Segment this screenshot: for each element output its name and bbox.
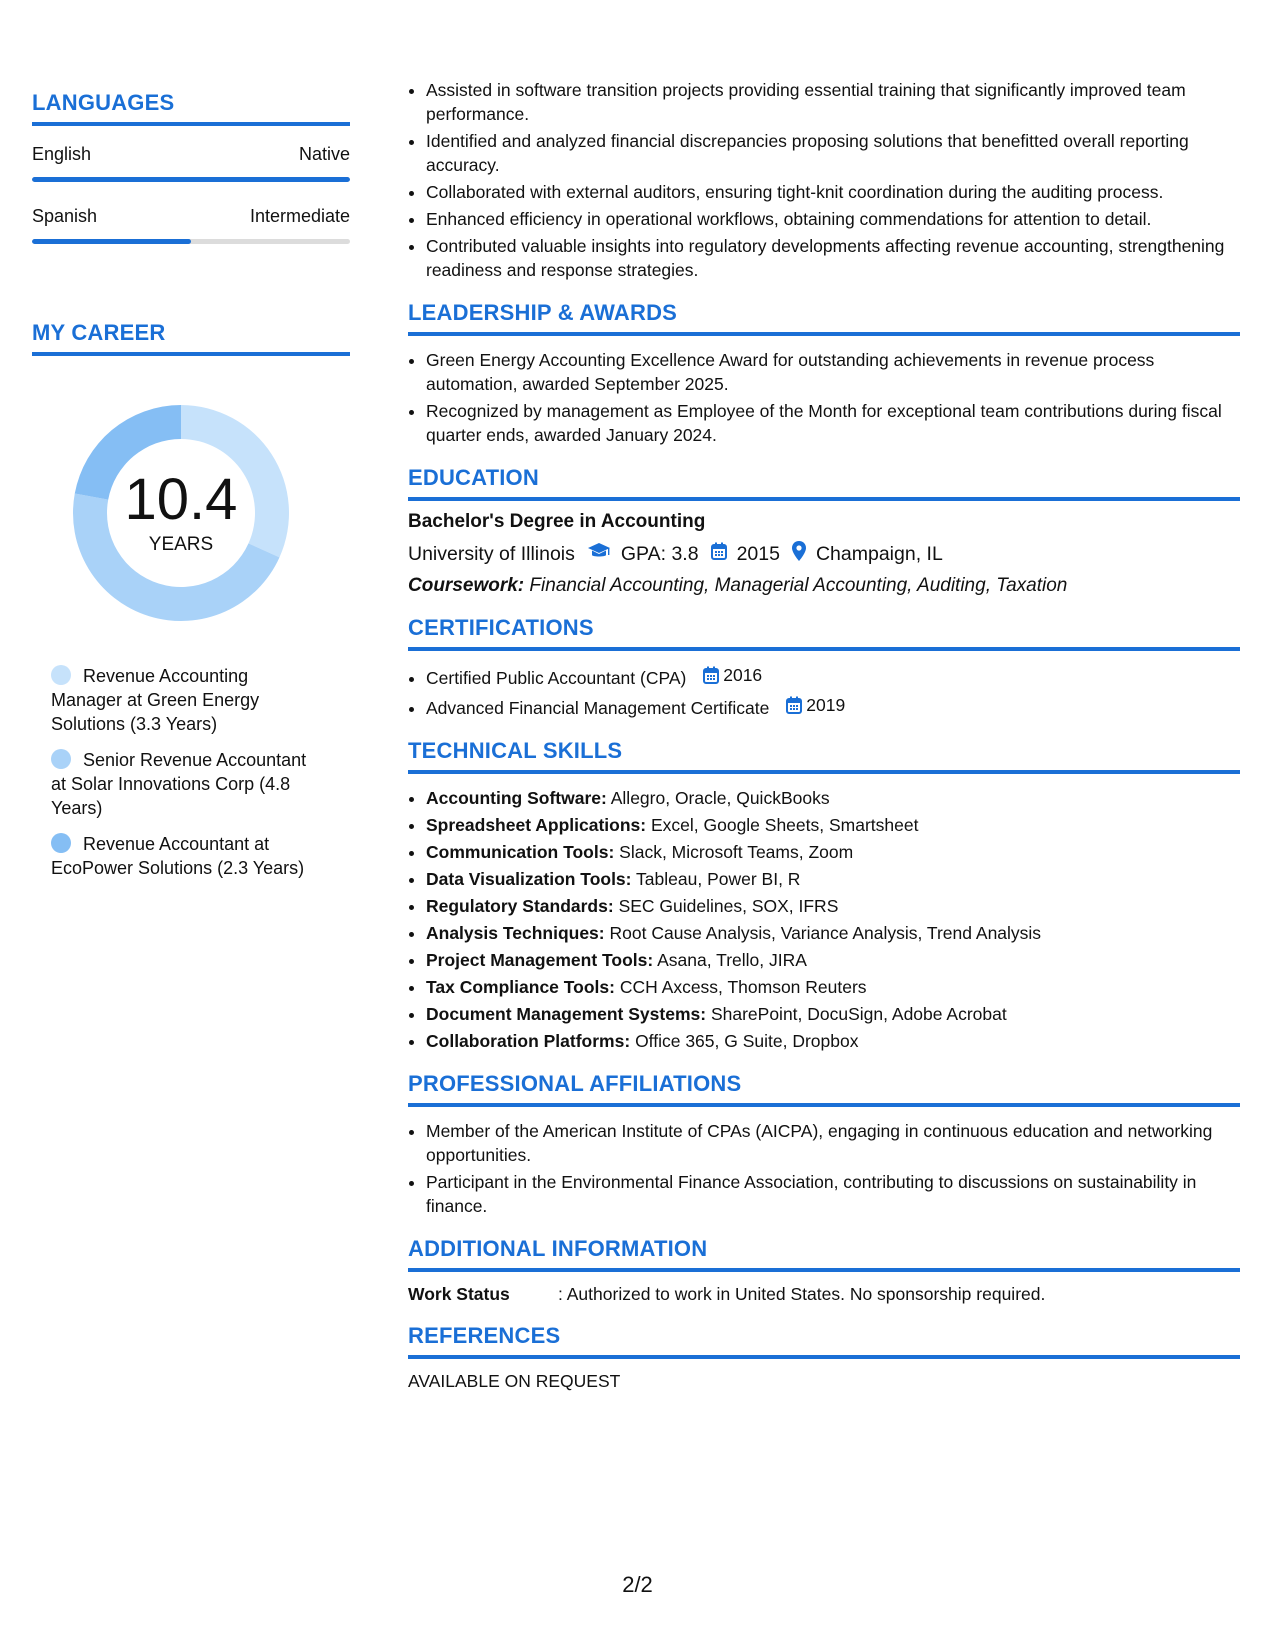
list-item	[426, 786, 1240, 810]
page-number: 2/2	[622, 1572, 653, 1597]
certification-year: 2016	[723, 665, 763, 685]
references-text: AVAILABLE ON REQUEST	[408, 1371, 621, 1391]
calendar-icon	[711, 542, 727, 566]
career-legend-label: Revenue Accounting Manager at Green Energy Solutions (3.3 Years)	[51, 666, 260, 734]
experience-bullets	[408, 78, 1240, 282]
skill-value: Root Cause Analysis, Variance Analysis, Trend Analysis	[609, 923, 1042, 943]
certifications-heading: CERTIFICATIONS	[408, 615, 1240, 651]
list-item: • Member of the American Institute of CPAs (AICPA), engaging in continuous education and networking opportunities.	[426, 1119, 1240, 1167]
list-item	[426, 1002, 1240, 1026]
list-item	[426, 693, 1240, 720]
career-section	[32, 320, 350, 880]
certification-name: Certified Public Accountant (CPA)	[426, 668, 687, 688]
list-item	[426, 813, 1240, 837]
map-pin-icon	[792, 541, 806, 567]
main-content	[408, 78, 1240, 1392]
list-item	[426, 1029, 1240, 1053]
language-level: Native	[298, 144, 350, 164]
legend-dot-icon	[51, 749, 71, 769]
skills-section	[408, 738, 1240, 1053]
career-years-unit: YEARS	[148, 534, 214, 555]
certification-year: 2019	[806, 695, 846, 715]
list-item: • Identified and analyzed financial discrepancies proposing solutions that benefitted overall reporting accuracy.	[426, 129, 1240, 177]
work-status-value: : Authorized to work in United States. No sponsorship required.	[558, 1284, 1046, 1304]
language-name: English	[32, 144, 92, 164]
skill-label: Data Visualization Tools:	[426, 869, 632, 889]
work-status-row	[408, 1284, 1240, 1305]
list-item: • Enhanced efficiency in operational workflows, obtaining commendations for attention to detail.	[426, 207, 1240, 231]
education-meta	[408, 541, 1240, 567]
skill-label: Regulatory Standards:	[426, 896, 614, 916]
list-item	[426, 894, 1240, 918]
leadership-section	[408, 300, 1240, 447]
career-legend-item	[51, 832, 322, 880]
language-bar	[32, 239, 350, 244]
skill-label: Communication Tools:	[426, 842, 615, 862]
education-year: 2015	[736, 542, 780, 565]
calendar-icon	[703, 666, 719, 684]
skill-value: SharePoint, DocuSign, Adobe Acrobat	[710, 1004, 1007, 1024]
certification-name: Advanced Financial Management Certificate	[426, 698, 770, 718]
references-heading: REFERENCES	[408, 1323, 1240, 1359]
skill-label: Analysis Techniques:	[426, 923, 605, 943]
sidebar	[32, 90, 350, 892]
skill-value: SEC Guidelines, SOX, IFRS	[618, 896, 839, 916]
legend-dot-icon	[51, 833, 71, 853]
career-heading: MY CAREER	[32, 320, 350, 356]
language-item	[32, 206, 350, 244]
career-legend-label: Revenue Accountant at EcoPower Solutions (2.3 Years)	[51, 834, 305, 878]
coursework-label: Coursework:	[408, 575, 525, 596]
list-item	[426, 663, 1240, 690]
list-item: • Collaborated with external auditors, ensuring tight-knit coordination during the auditing process.	[426, 180, 1240, 204]
language-bar-fill	[32, 239, 191, 244]
graduation-cap-icon	[587, 542, 611, 566]
list-item: • Participant in the Environmental Finance Association, contributing to discussions on sustainability in finance.	[426, 1170, 1240, 1218]
skill-label: Document Management Systems:	[426, 1004, 707, 1024]
education-degree: Bachelor's Degree in Accounting	[408, 511, 706, 532]
affiliations-heading: PROFESSIONAL AFFILIATIONS	[408, 1071, 1240, 1107]
list-item	[426, 921, 1240, 945]
skill-value: Tableau, Power BI, R	[636, 869, 801, 889]
education-coursework	[408, 575, 1240, 597]
language-level: Intermediate	[249, 206, 350, 226]
education-school: University of Illinois	[408, 542, 575, 565]
language-name: Spanish	[32, 206, 98, 226]
skill-value: CCH Axcess, Thomson Reuters	[619, 977, 867, 997]
skill-label: Spreadsheet Applications:	[426, 815, 647, 835]
list-item	[426, 867, 1240, 891]
work-status-label: Work Status	[408, 1284, 510, 1304]
skill-label: Project Management Tools:	[426, 950, 654, 970]
career-legend-item	[51, 748, 322, 820]
career-legend-item	[51, 664, 322, 736]
additional-heading: ADDITIONAL INFORMATION	[408, 1236, 1240, 1272]
language-bar	[32, 177, 350, 182]
additional-section	[408, 1236, 1240, 1305]
coursework-text: Financial Accounting, Managerial Accounting, Auditing, Taxation	[529, 575, 1068, 596]
skill-label: Accounting Software:	[426, 788, 607, 808]
skill-value: Allegro, Oracle, QuickBooks	[610, 788, 830, 808]
skills-heading: TECHNICAL SKILLS	[408, 738, 1240, 774]
skill-label: Collaboration Platforms:	[426, 1031, 631, 1051]
language-bar-fill	[32, 177, 350, 182]
career-donut	[66, 398, 296, 628]
list-item	[426, 975, 1240, 999]
list-item: • Recognized by management as Employee of the Month for exceptional team contributions during fiscal quarter ends, awarded January 2024.	[426, 399, 1240, 447]
list-item: • Green Energy Accounting Excellence Award for outstanding achievements in revenue process automation, awarded September 2025.	[426, 348, 1240, 396]
references-section	[408, 1323, 1240, 1392]
career-legend-label: Senior Revenue Accountant at Solar Innovations Corp (4.8 Years)	[51, 750, 307, 818]
skill-value: Asana, Trello, JIRA	[657, 950, 807, 970]
list-item	[426, 948, 1240, 972]
education-gpa: GPA: 3.8	[620, 542, 699, 565]
affiliations-section	[408, 1071, 1240, 1218]
skill-value: Slack, Microsoft Teams, Zoom	[619, 842, 854, 862]
skill-label: Tax Compliance Tools:	[426, 977, 615, 997]
skill-value: Excel, Google Sheets, Smartsheet	[650, 815, 919, 835]
education-heading: EDUCATION	[408, 465, 1240, 501]
list-item: • Contributed valuable insights into regulatory developments affecting revenue accounting, strengthening readiness and response strategies.	[426, 234, 1240, 282]
education-section	[408, 465, 1240, 597]
skill-value: Office 365, G Suite, Dropbox	[635, 1031, 859, 1051]
calendar-icon	[786, 696, 802, 714]
certifications-section	[408, 615, 1240, 720]
legend-dot-icon	[51, 665, 71, 685]
list-item: • Assisted in software transition projects providing essential training that significantly improved team performance.	[426, 78, 1240, 126]
list-item	[426, 840, 1240, 864]
leadership-heading: LEADERSHIP & AWARDS	[408, 300, 1240, 336]
languages-heading: LANGUAGES	[32, 90, 350, 126]
language-item	[32, 144, 350, 182]
career-legend	[32, 664, 350, 880]
education-location: Champaign, IL	[815, 542, 943, 565]
career-total-years: 10.4	[124, 467, 238, 532]
